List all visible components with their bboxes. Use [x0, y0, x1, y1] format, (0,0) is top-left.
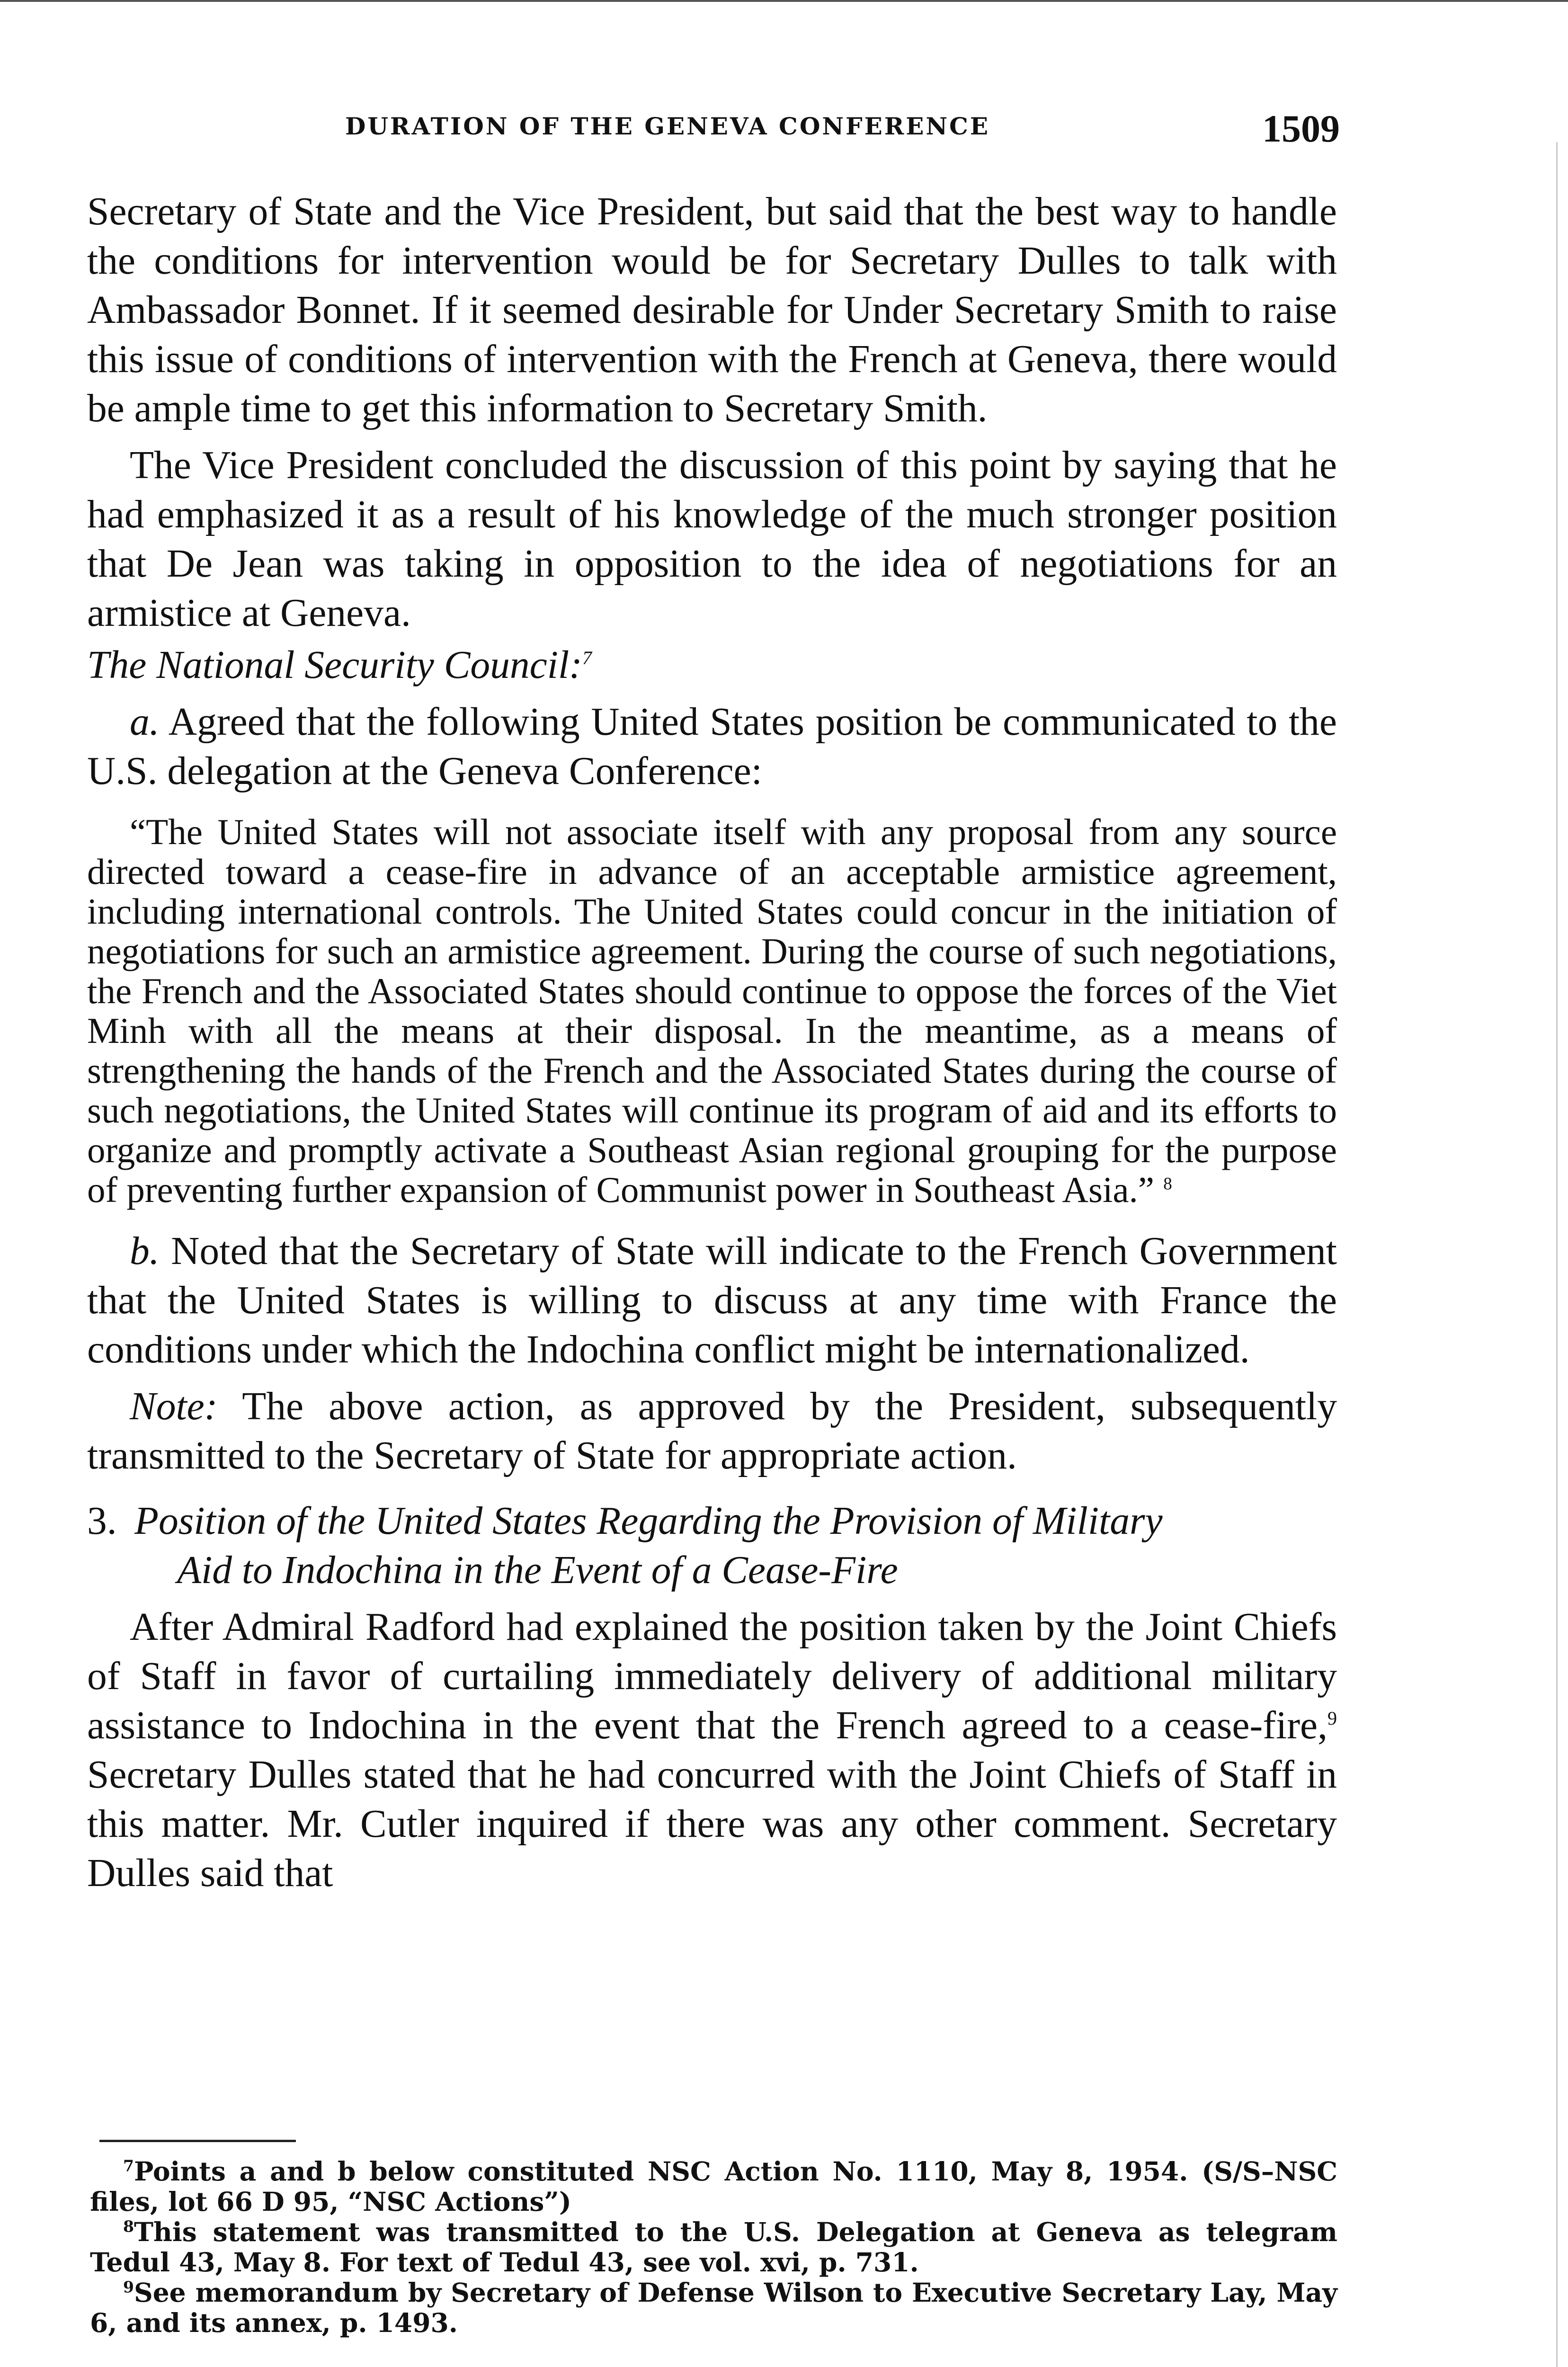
note-text: The above action, as approved by the President, subsequently transmitted to the Secretary of State for appropriate action. — [87, 1385, 1337, 1477]
nsc-heading — [87, 641, 1337, 690]
footnote-text: Points a and b below constituted NSC Action No. 1110, May 8, 1954. (S/S–NSC files, lot 66 D 95, “NSC Actions”) — [90, 2156, 1337, 2217]
page-top-edge — [0, 0, 1568, 2]
paragraph-continuation: Secretary of State and the Vice President, but said that the best way to handle the conditions for intervention would be for Secretary Dulles to talk with Ambassador Bonnet. If it seemed desirable for Under Secretary Smith to raise this issue of conditions of intervention with the French at Geneva, there would be ample time to get this information to Secretary Smith. — [87, 190, 1337, 430]
body-text — [87, 187, 1337, 1898]
footnote-8 — [90, 2217, 1337, 2278]
footnote-text: This statement was transmitted to the U.S. Delegation at Geneva as telegram Tedul 43, May 8. For text of Tedul 43, see vol. xvi, p. 731. — [90, 2216, 1337, 2278]
footnote-mark: 9 — [123, 2278, 134, 2296]
footnote-mark: 7 — [123, 2156, 134, 2175]
note-label: Note: — [130, 1385, 218, 1428]
section-3-heading — [87, 1496, 1337, 1595]
item-b — [87, 1227, 1337, 1374]
radford-text-2: Secretary Dulles stated that he had concurred with the Joint Chiefs of Staff in this matter. Mr. Cutler inquired if there was any other comment. Secretary Dulles said that — [87, 1753, 1337, 1895]
item-a — [87, 697, 1337, 796]
footnote-ref-8: 8 — [1163, 1174, 1172, 1193]
item-a-label: a. — [130, 700, 160, 744]
radford-text-1: After Admiral Radford had explained the position taken by the Joint Chiefs of Staff in favor of curtailing immediately delivery of additional military assistance to Indochina in the event that the French agreed to a cease-fire, — [87, 1605, 1337, 1747]
footnote-ref-7: 7 — [582, 647, 592, 669]
paragraph-radford — [87, 1602, 1337, 1898]
section-3-number: 3. — [87, 1499, 117, 1543]
item-a-text: Agreed that the following United States position be communicated to the U.S. delegation at the Geneva Conference: — [87, 700, 1337, 793]
footnote-mark: 8 — [123, 2217, 134, 2236]
footnote-separator — [99, 2140, 296, 2142]
quote-text: “The United States will not associate itself with any proposal from any source directed toward a cease-fire in advance of an acceptable armistice agreement, including international controls. The United States could concur in the initiation of negotiations for such an armistice agreement. During the course of such negotiations, the French and the Associated States should continue to oppose the forces of the Viet Minh with all the means at their disposal. In the meantime, as a means of strengthening the hands of the French and the Associated States during the course of such negotiations, the United States will continue its program of aid and its efforts to organize and promptly activate a Southeast Asian regional grouping for the purpose of preventing further expansion of Communist power in Southeast Asia.” — [87, 811, 1337, 1210]
item-b-text: Noted that the Secretary of State will indicate to the French Government that the United States is willing to discuss at any time with France the conditions under which the Indochina conflict might be internationalized. — [87, 1229, 1337, 1371]
footnote-9 — [90, 2278, 1337, 2338]
note-paragraph — [87, 1382, 1337, 1480]
section-3-title-line1: Position of the United States Regarding the Provision of Military — [134, 1499, 1163, 1543]
footnotes — [90, 2156, 1337, 2338]
nsc-heading-text: The National Security Council: — [87, 643, 582, 687]
footnote-7 — [90, 2156, 1337, 2217]
page-number: 1509 — [1262, 107, 1340, 150]
footnote-text: See memorandum by Secretary of Defense Wilson to Executive Secretary Lay, May 6, and its annex, p. 1493. — [90, 2277, 1337, 2338]
running-title: DURATION OF THE GENEVA CONFERENCE — [345, 112, 990, 140]
item-b-label: b. — [130, 1229, 160, 1273]
binding-shadow — [1556, 142, 1558, 2367]
running-head — [95, 107, 1340, 159]
paragraph-vice-president: The Vice President concluded the discussion of this point by saying that he had emphasized it as a result of his knowledge of the much stronger position that De Jean was taking in opposition to the idea of negotiations for an armistice at Geneva. — [87, 444, 1337, 635]
footnote-ref-9: 9 — [1327, 1708, 1337, 1729]
section-3-title-line2: Aid to Indochina in the Event of a Cease-Fire — [177, 1548, 898, 1592]
quoted-position — [87, 812, 1337, 1210]
